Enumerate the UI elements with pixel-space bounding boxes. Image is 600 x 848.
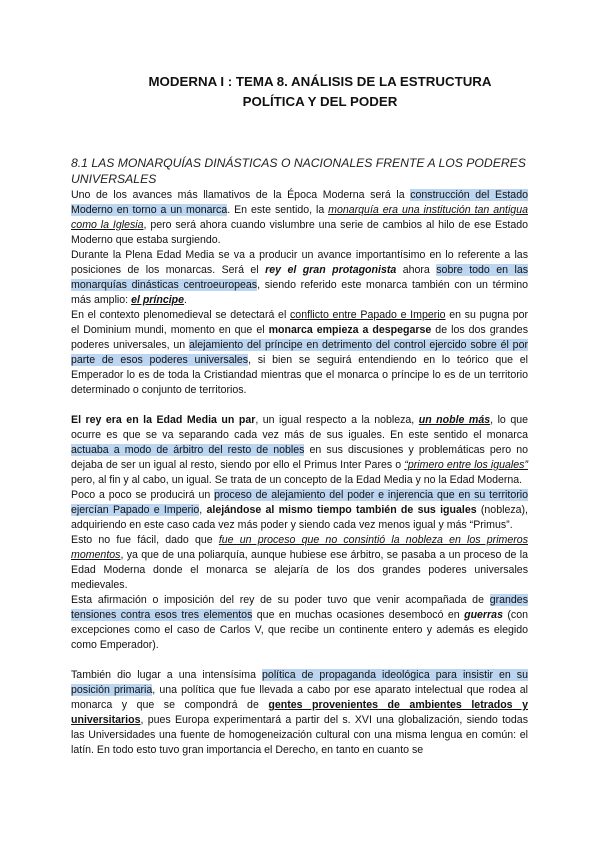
text-run: pero, al fin y al cabo, un igual. Se trata de un concepto de la Edad Media y no la Edad Moderna. (71, 474, 523, 486)
title-line-1: MODERNA I : TEMA 8. ANÁLISIS DE LA ESTRUCTURA (148, 74, 492, 89)
paragraph-gap (71, 653, 528, 668)
bold-text: alejándose al mismo tiempo también de sus iguales (206, 504, 477, 516)
text-run: ahora (396, 264, 437, 276)
highlighted-text: construcción del Estado Moderno en torno a un monarca (71, 189, 528, 216)
highlighted-text: alejamiento del príncipe en detrimento del control ejercido sobre él por parte de esos poderes universales (71, 339, 528, 366)
paragraph-2 (71, 248, 528, 308)
text-run: En el contexto plenomedieval se detectará el (71, 309, 290, 321)
page-title (70, 72, 570, 112)
text-run: , pero será ahora cuando vislumbre una serie de cambios al hilo de ese Estado Moderno que estaba surgiendo. (71, 219, 528, 246)
text-run: , siendo referido este monarca también con un término más amplio: (71, 279, 528, 306)
bold-underlined-text: un noble más (418, 414, 491, 426)
underlined-text: conflicto entre Papado e Imperio (290, 309, 446, 321)
section-heading: 8.1 LAS MONARQUÍAS DINÁSTICAS O NACIONALES FRENTE A LOS PODERES UNIVERSALES (71, 156, 526, 186)
highlighted-text: actuaba a modo de árbitro del resto de nobles (71, 444, 305, 456)
text-run: , si bien se seguirá entendiendo en lo teórico que el Emperador lo es de toda la Cristiandad mientras que el monarca o príncipe lo es de un territorio determinado o conjunto de territorios. (71, 354, 528, 396)
text-run: Esta afirmación o imposición del rey de su poder tuvo que venir acompañada de (71, 594, 490, 606)
title-line-2: POLÍTICA Y DEL PODER (242, 94, 398, 109)
underlined-italic-text: monarquía era una institución tan antigua como la Iglesia (71, 204, 528, 231)
bold-text: El rey era en la Edad Media un par (71, 414, 256, 426)
highlighted-text: política de propaganda ideológica para insistir en su posición primaria (71, 669, 528, 696)
paragraph-5 (71, 488, 528, 533)
text-run: (con excepciones como el caso de Carlos V, que recibe un continente entero y además es elegido como Emperador). (71, 609, 528, 651)
paragraph-8 (71, 668, 528, 758)
text-run: Esto no fue fácil, dado que (71, 534, 219, 546)
text-run: Uno de los avances más llamativos de la Época Moderna será la (71, 189, 411, 201)
paragraph-gap (71, 398, 528, 413)
text-run: , (199, 504, 207, 516)
paragraph-4 (71, 413, 528, 488)
text-run: (nobleza), adquiriendo en este caso cada vez más poder y siendo cada vez menos igual y más “Primus”. (71, 504, 528, 531)
highlighted-text: sobre todo en las monarquías dinásticas centroeuropeas (71, 264, 529, 291)
bold-italic-text: rey el gran protagonista (265, 264, 397, 276)
text-run: de los dos grandes poderes universales, un (71, 324, 528, 351)
paragraph-3 (71, 308, 528, 398)
highlighted-text: grandes tensiones contra esos tres elementos (71, 594, 528, 621)
underlined-italic-text: “primero entre los iguales” (404, 459, 528, 471)
text-run: Poco a poco se producirá un (71, 489, 215, 501)
text-run: en sus discusiones y problemáticas pero no dejaba de ser un igual al resto, siendo por ello el Primus Inter Pares o (71, 444, 528, 471)
text-run: que en muchas ocasiones desembocó en (252, 609, 465, 621)
text-run: , lo que ocurre es que se va separando cada vez más de sus iguales. En este sentido el monarca (71, 414, 528, 441)
bold-underlined-text: gentes provenientes de ambientes letrados y universitarios (71, 699, 528, 726)
text-run: , un igual respecto a la nobleza, (255, 414, 419, 426)
text-run: , pues Europa experimentará a partir del s. XVI una globalización, siendo todas las Universidades una fuente de homogeneización cultural con una misma lengua en común: el latín. En todo esto tuvo gran importancia el Derecho, en tanto en cuanto se (71, 714, 528, 756)
paragraph-6 (71, 533, 528, 593)
paragraph-7 (71, 593, 528, 653)
bold-underlined-text: el príncipe (131, 294, 185, 306)
bold-italic-text: guerras (464, 609, 503, 621)
text-run: . En este sentido, la (227, 204, 329, 216)
paragraph-1 (71, 188, 528, 248)
text-run: , ya que de una poliarquía, aunque hubiese ese árbitro, se pasaba a un proceso de la Edad Moderna donde el monarca se alejaría de los dos grandes poderes universales medievales. (71, 549, 528, 591)
text-run: . (184, 294, 187, 306)
document-body (71, 188, 528, 758)
highlighted-text: proceso de alejamiento del poder e injerencia que en su territorio ejercían Papado e Imperio (71, 489, 528, 516)
text-run: , una política que fue llevada a cabo por ese aparato intelectual que rodea al monarca y que se compondrá de (71, 684, 528, 711)
text-run: en su pugna por el Dominium mundi, momento en que el (71, 309, 529, 336)
text-run: Durante la Plena Edad Media se va a producir un avance importantísimo en lo referente a las posiciones de los monarcas. Será el (71, 249, 528, 276)
text-run: También dio lugar a una intensísima (71, 669, 263, 681)
bold-text: monarca empieza a despegarse (268, 324, 432, 336)
underlined-italic-text: fue un proceso que no consintió la nobleza en los primeros momentos (71, 534, 528, 561)
